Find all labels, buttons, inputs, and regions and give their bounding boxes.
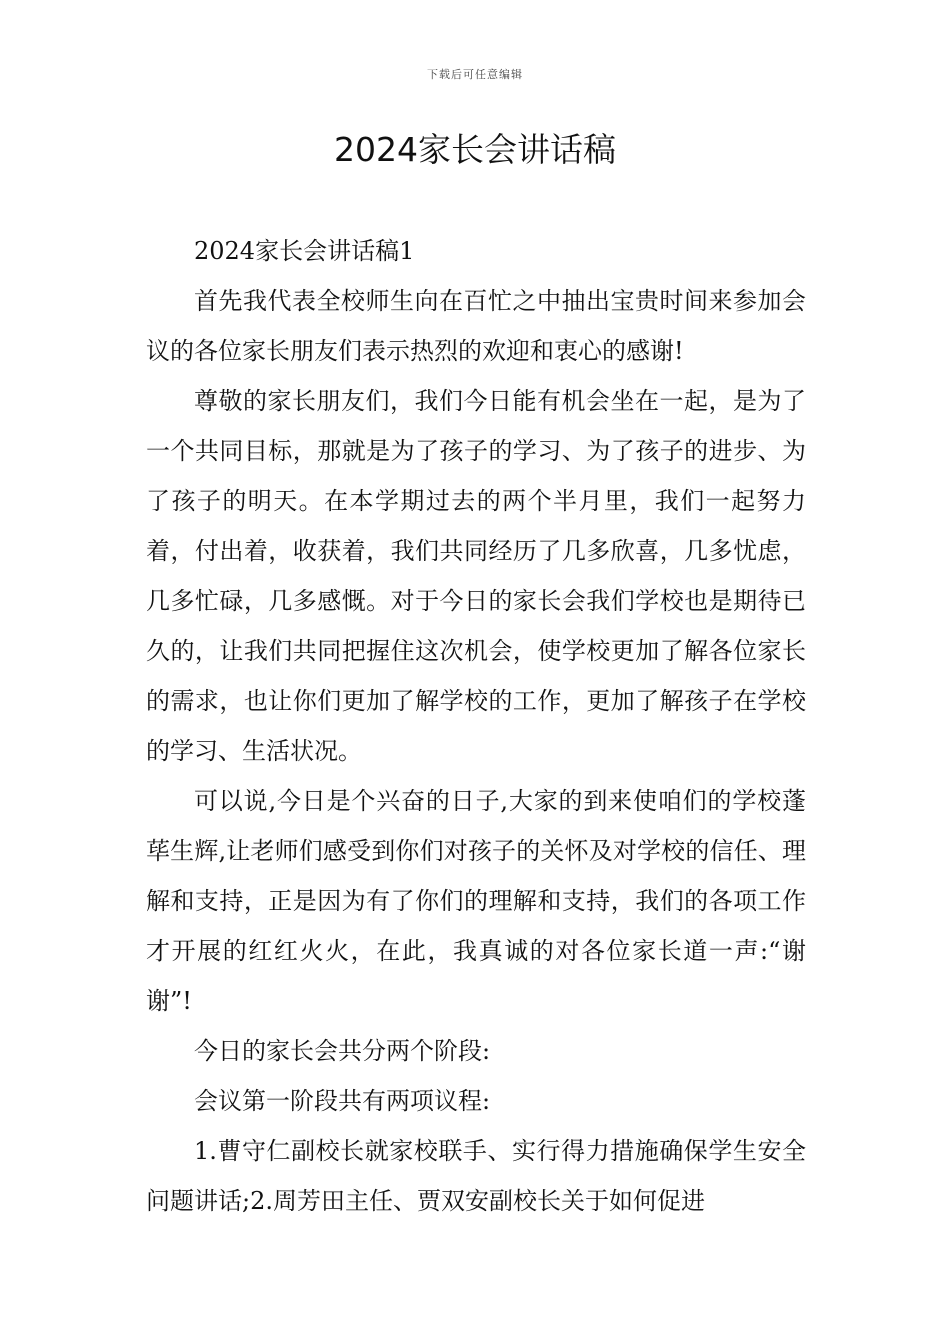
paragraph: 可以说,今日是个兴奋的日子,大家的到来使咱们的学校蓬荜生辉,让老师们感受到你们对孩子的关怀及对学校的信任、理解和支持，正是因为有了你们的理解和支持，我们的各项工作才开展的红红火火，在此，我真诚的对各位家长道一声:“谢谢”! bbox=[146, 787, 806, 1015]
paragraph: 会议第一阶段共有两项议程: bbox=[194, 1087, 491, 1115]
document-body bbox=[146, 226, 806, 1226]
paragraph: 今日的家长会共分两个阶段: bbox=[194, 1037, 491, 1065]
header-note: 下载后可任意编辑 bbox=[427, 68, 523, 81]
paragraph: 尊敬的家长朋友们，我们今日能有机会坐在一起，是为了一个共同目标，那就是为了孩子的学习、为了孩子的进步、为了孩子的明天。在本学期过去的两个半月里，我们一起努力着，付出着，收获着，我们共同经历了几多欣喜，几多忧虑，几多忙碌，几多感慨。对于今日的家长会我们学校也是期待已久的，让我们共同把握住这次机会，使学校更加了解各位家长的需求，也让你们更加了解学校的工作，更加了解孩子在学校的学习、生活状况。 bbox=[146, 387, 806, 765]
paragraph: 1.曹守仁副校长就家校联手、实行得力措施确保学生安全问题讲话;2.周芳田主任、贾双安副校长关于如何促进 bbox=[146, 1137, 806, 1215]
document-title: 2024家长会讲话稿 bbox=[334, 130, 616, 169]
section-heading: 2024家长会讲话稿1 bbox=[194, 237, 415, 265]
paragraph: 首先我代表全校师生向在百忙之中抽出宝贵时间来参加会议的各位家长朋友们表示热烈的欢迎和衷心的感谢! bbox=[146, 287, 806, 365]
